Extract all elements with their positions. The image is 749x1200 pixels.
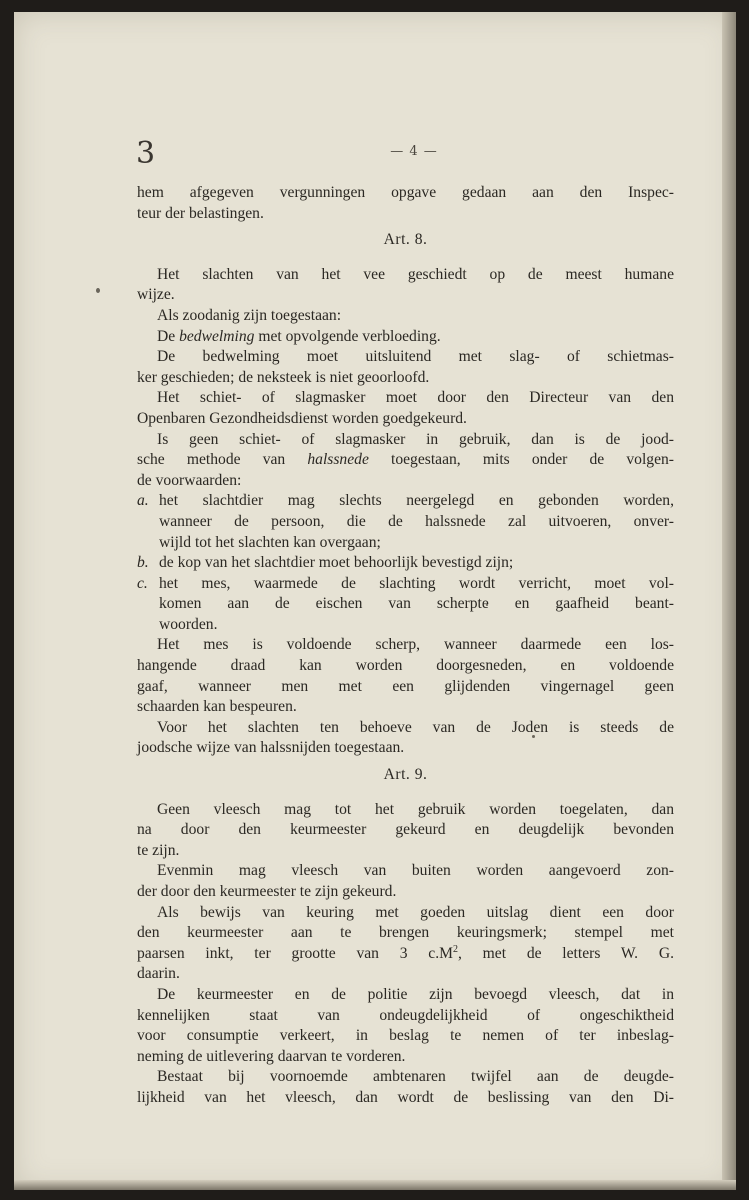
text-line: joodsche wijze van halssnijden toegestaan.: [137, 739, 405, 757]
text-line: De bedwelming moet uitsluitend met slag- of schietmas-: [157, 348, 674, 366]
text-line: wijze.: [137, 286, 175, 304]
list-item: [137, 553, 674, 574]
list-continuation: komen aan de eischen van scherpte en gaafheid beant-: [159, 595, 674, 613]
page-number: — 4 —: [390, 144, 438, 159]
list-text: de kop van het slachtdier moet behoorlijk bevestigd zijn;: [159, 554, 514, 572]
text-line: hem afgegeven vergunningen opgave gedaan aan den Inspec-: [137, 184, 674, 201]
text-line: neming de uitlevering daarvan te vorderen.: [137, 1047, 406, 1065]
text-line: der door den keurmeester te zijn gekeurd.: [137, 883, 397, 900]
text-fragment: toegestaan, mits onder de volgen-: [368, 451, 674, 469]
text-line: schaarden kan bespeuren.: [137, 698, 297, 716]
superscript: 2: [453, 943, 458, 955]
list-marker: a.: [137, 492, 149, 510]
text-line: ker geschieden; de neksteek is niet geoorloofd.: [137, 368, 430, 386]
text-line: lijkheid van het vleesch, dan wordt de beslissing van den Di-: [137, 1088, 674, 1106]
page-edge-right: [722, 12, 736, 1190]
text-line: Geen vleesch mag tot het gebruik worden toegelaten, dan: [157, 800, 674, 818]
text-fragment: De: [157, 327, 180, 345]
text-line: kennelijken staat van ondeugdelijkheid of ongeschiktheid: [137, 1006, 674, 1024]
text-fragment: sche methode van: [137, 451, 308, 469]
text-fragment: met opvolgende verbloeding.: [254, 327, 441, 345]
text-line: teur der belastingen.: [137, 204, 264, 222]
list-marker: c.: [137, 574, 148, 592]
text-line: Het mes is voldoende scherp, wanneer daarmede een los-: [157, 636, 674, 654]
list-continuation: wanneer de persoon, die de halssnede zal uitvoeren, onver-: [159, 512, 674, 530]
list-item: [137, 574, 674, 595]
text-line: Openbaren Gezondheidsdienst worden goedgekeurd.: [137, 409, 467, 427]
text-line: na door den keurmeester gekeurd en deugdelijk bevonden: [137, 821, 674, 839]
article-8-heading: Art. 8.: [383, 231, 428, 249]
text-line: hangende draad kan worden doorgesneden, en voldoende: [137, 657, 674, 675]
text-line: gaaf, wanneer men met een glijdenden vingernagel geen: [137, 677, 674, 695]
text-line: [137, 327, 674, 348]
article-9-heading: Art. 9.: [383, 766, 428, 784]
text-line: Als bewijs van keuring met goeden uitslag dient een door: [157, 903, 674, 921]
paper-speck: [96, 288, 100, 293]
text-line: Voor het slachten ten behoeve van de Joden is steeds de: [157, 718, 674, 736]
text-line: den keurmeester aan te brengen keuringsmerk; stempel met: [137, 924, 674, 942]
text-fragment: , met de letters W. G.: [458, 944, 675, 962]
list-text: het slachtdier mag slechts neergelegd en gebonden worden,: [159, 492, 674, 510]
list-text: het mes, waarmede de slachting wordt verricht, moet vol-: [159, 574, 674, 592]
page-edge-bottom: [14, 1180, 736, 1190]
text-line: Is geen schiet- of slagmasker in gebruik, dan is de jood-: [157, 430, 674, 448]
text-line: de voorwaarden:: [137, 471, 242, 489]
list-marker: b.: [137, 554, 149, 572]
text-line: Als zoodanig zijn toegestaan:: [157, 306, 342, 324]
text-line: Bestaat bij voornoemde ambtenaren twijfel aan de deugde-: [157, 1068, 674, 1086]
italic-term: bedwelming: [179, 327, 255, 345]
text-line: voor consumptie verkeert, in beslag te nemen of ter inbeslag-: [137, 1027, 674, 1045]
text-fragment: paarsen inkt, ter grootte van 3 c.M: [137, 944, 453, 962]
text-line: Het schiet- of slagmasker moet door den Directeur van den: [157, 389, 674, 407]
text-line: daarin.: [137, 965, 180, 983]
body-text: [137, 183, 674, 1109]
text-line: Evenmin mag vleesch van buiten worden aangevoerd zon-: [157, 862, 674, 880]
text-line: te zijn.: [137, 841, 180, 859]
list-continuation: woorden.: [159, 615, 218, 633]
text-line: [137, 944, 674, 965]
text-line: [137, 450, 674, 471]
text-line: De keurmeester en de politie zijn bevoegd vleesch, dat in: [157, 985, 674, 1003]
handwritten-page-mark: 3: [136, 136, 156, 171]
list-item: [137, 491, 674, 512]
list-continuation: wijld tot het slachten kan overgaan;: [159, 533, 381, 551]
italic-term: halssnede: [307, 451, 369, 469]
text-line: Het slachten van het vee geschiedt op de meest humane: [157, 265, 674, 283]
